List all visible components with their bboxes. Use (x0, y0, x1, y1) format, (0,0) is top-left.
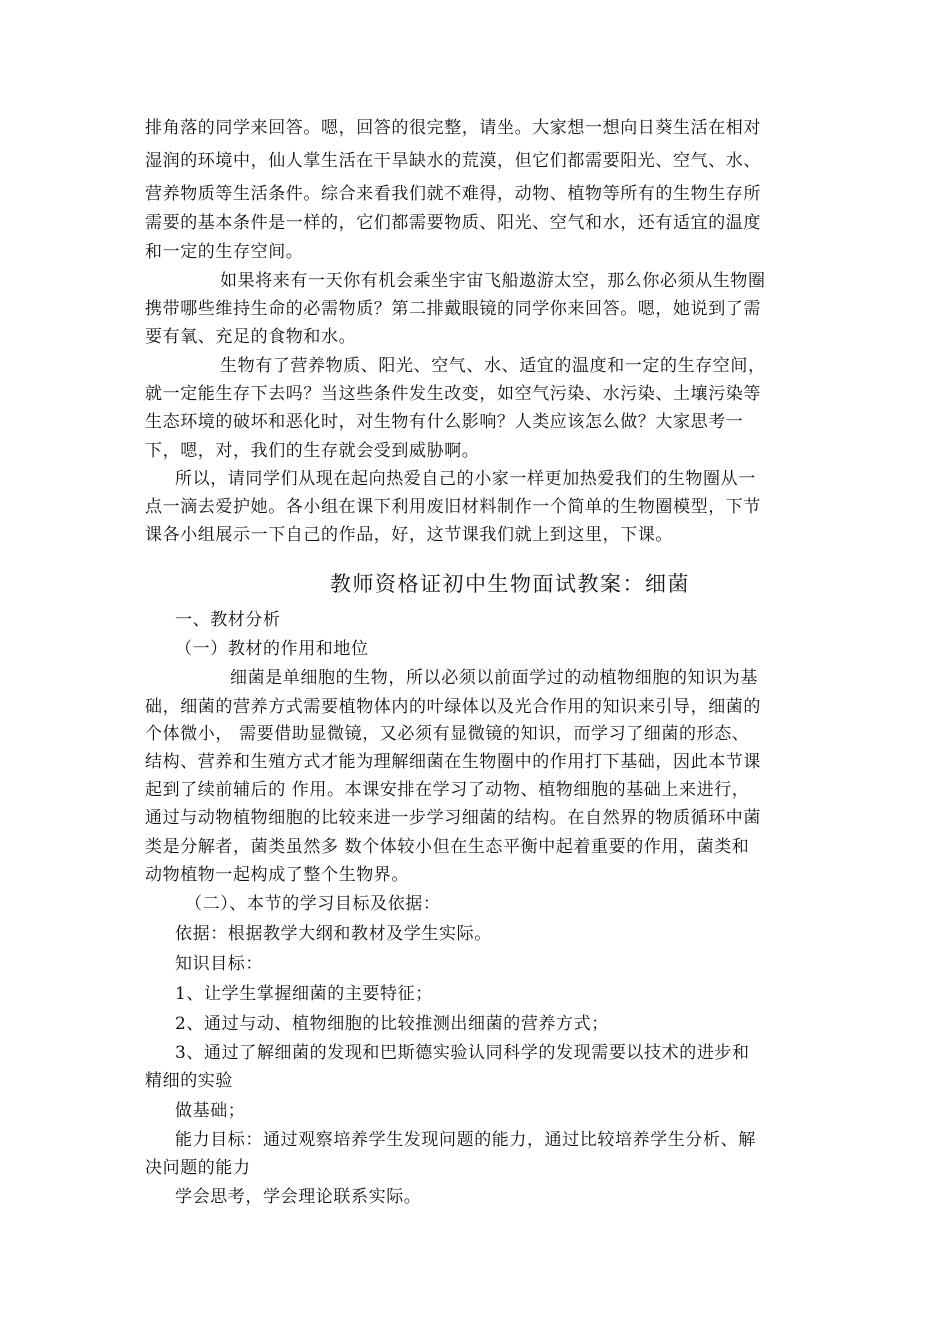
text-line: 就一定能生存下去吗？当这些条件发生改变，如空气污染、水污染、土壤污染等 (145, 384, 761, 404)
text-line: 要有氧、充足的食物和水。 (145, 327, 357, 347)
text-line: 起到了续前辅后的 作用。本课安排在学习了动物、植物细胞的基础上来进行， (145, 780, 750, 800)
text-line: 动物植物一起构成了整个生物界。 (145, 865, 409, 885)
text-line: 排角落的同学来回答。嗯，回答的很完整，请坐。大家想一想向日葵生活在相对 (145, 118, 761, 138)
text-line: 课各小组展示一下自己的作品，好，这节课我们就上到这里，下课。 (145, 525, 673, 545)
text-line: 知识目标： (175, 954, 263, 974)
text-line: 生态环境的破坏和恶化时，对生物有什么影响？人类应该怎么做？大家思考一 (145, 412, 744, 432)
text-line: 如果将来有一天你有机会乘坐宇宙飞船遨游太空，那么你必须从生物圈 (220, 271, 766, 291)
text-line: 结构、营养和生殖方式才能为理解细菌在生物圈中的作用打下基础，因此本节课 (145, 752, 761, 772)
subheading-line: （一）教材的作用和地位 (175, 639, 369, 659)
text-line: 决问题的能力 (145, 1158, 251, 1178)
list-item: 3、通过了解细菌的发现和巴斯德实验认同科学的发现需要以技术的进步和 (175, 1043, 750, 1063)
text-line: 依据：根据教学大纲和教材及学生实际。 (175, 924, 492, 944)
text-line: 做基础； (175, 1101, 246, 1121)
text-line: 础，细菌的营养方式需要植物体内的叶绿体以及光合作用的知识来引导，细菌的 (145, 697, 761, 717)
text-line: 和一定的生存空间。 (145, 242, 304, 262)
text-line: 能力目标：通过观察培养学生发现问题的能力，通过比较培养学生分析、解 (175, 1130, 756, 1150)
text-line: 个体微小， 需要借助显微镜，又必须有显微镜的知识，而学习了细菌的形态、 (145, 724, 750, 744)
text-line: 下，嗯，对，我们的生存就会受到威胁啊。 (145, 441, 480, 461)
list-item: 2、通过与动、植物细胞的比较推测出细菌的营养方式； (175, 1014, 609, 1034)
section-title: 教师资格证初中生物面试教案：细菌 (330, 572, 690, 596)
heading-line: 一、教材分析 (175, 610, 281, 630)
text-line: 通过与动物植物细胞的比较来进一步学习细菌的结构。在自然界的物质循环中菌 (145, 808, 761, 828)
text-line: 精细的实验 (145, 1071, 233, 1091)
text-line: 营养物质等生活条件。综合来看我们就不难得，动物、植物等所有的生物生存所 (145, 184, 761, 204)
subheading-line: （二）、本节的学习目标及依据： (185, 894, 441, 914)
text-line: 细菌是单细胞的生物，所以必须以前面学过的动植物细胞的知识为基 (230, 668, 758, 688)
text-line: 湿润的环境中，仙人掌生活在干旱缺水的荒漠，但它们都需要阳光、空气、水、 (145, 151, 761, 171)
text-line: 点一滴去爱护她。各小组在课下利用废旧材料制作一个简单的生物圈模型，下节 (145, 497, 761, 517)
text-line: 学会思考，学会理论联系实际。 (175, 1187, 422, 1207)
list-item: 1、让学生掌握细菌的主要特征； (175, 984, 433, 1004)
text-line: 需要的基本条件是一样的，它们都需要物质、阳光、空气和水，还有适宜的温度 (145, 213, 761, 233)
text-line: 所以，请同学们从现在起向热爱自己的小家一样更加热爱我们的生物圈从一 (175, 469, 756, 489)
text-line: 携带哪些维持生命的必需物质？第二排戴眼镜的同学你来回答。嗯，她说到了需 (145, 299, 761, 319)
text-line: 类是分解者，菌类虽然多 数个体较小但在生态平衡中起着重要的作用，菌类和 (145, 837, 750, 857)
text-line: 生物有了营养物质、阳光、空气、水、适宜的温度和一定的生存空间， (220, 356, 766, 376)
